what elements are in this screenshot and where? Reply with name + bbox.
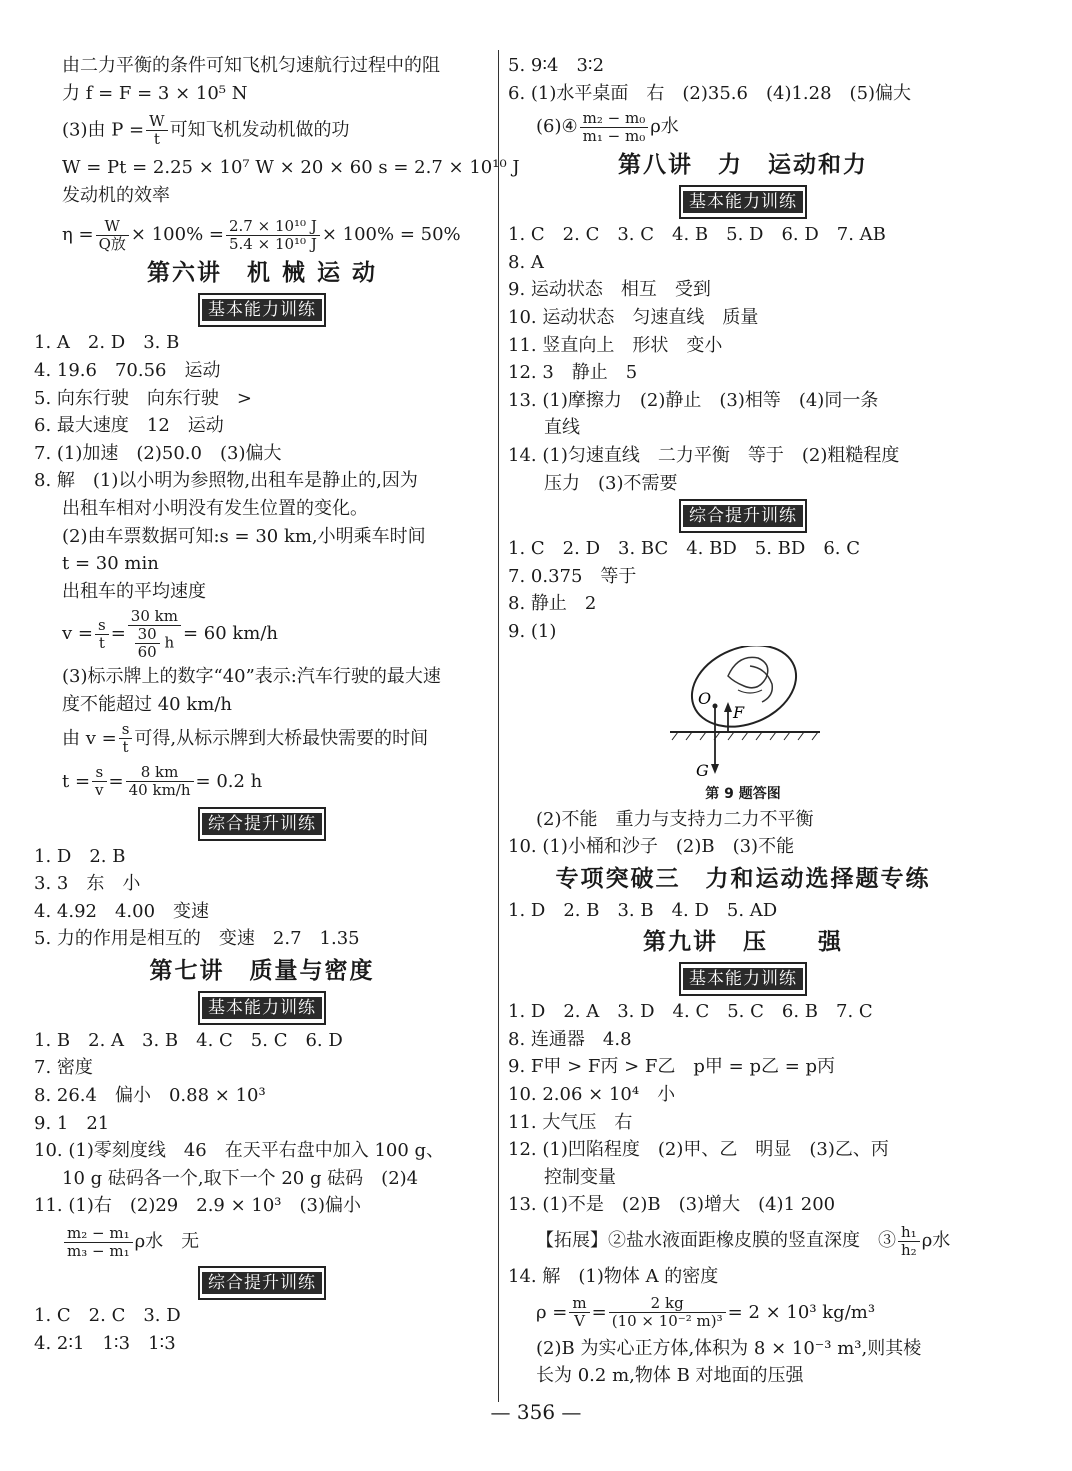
answer-line: 1. D 2. B 3. B 4. D 5. AD [508,899,778,921]
answer-line: 4. 19.6 70.56 运动 [34,359,221,381]
answer-line: 出租车的平均速度 [62,580,206,602]
answer-line: 7. 密度 [34,1057,93,1079]
formula-line: (6)④ $\frac{\text{m₂ − m₀}}{\text{m₁ − m₀}}$ ρ水 [536,108,679,145]
section-badge: 综合提升训练 [679,499,807,533]
page-number: — 356 — [490,1400,582,1424]
answer-line: 7. (1)加速 (2)50.0 (3)偏大 [34,442,282,464]
answer-line: 9. (1) [508,620,557,642]
answer-line: 1. A 2. D 3. B [34,332,180,354]
answer-line: 11. 大气压 右 [508,1111,633,1133]
support-force-arrowhead [724,702,732,712]
answer-line: (2)不能 重力与支持力二力不平衡 [536,808,814,830]
answer-line: 10. 运动状态 匀速直线 质量 [508,306,759,328]
section-heading: 第六讲 机 械 运 动 [146,260,378,287]
answer-line: t = 30 min [62,553,159,575]
answer-line: 8. 静止 2 [508,593,597,615]
answer-line: 10 g 砝码各一个,取下一个 20 g 砝码 (2)4 [62,1167,419,1189]
answer-line: 7. 0.375 等于 [508,565,637,587]
answer-line: 14. 解 (1)物体 A 的密度 [508,1266,719,1288]
answer-line: 4. 2∶1 1∶3 1∶3 [34,1332,176,1354]
answer-line: 5. 9∶4 3∶2 [508,55,605,76]
section-badge: 基本能力训练 [679,185,807,219]
egg-interior-sketch [738,690,762,693]
section-heading: 第七讲 质量与密度 [149,957,375,984]
figure-caption: 第 9 题答图 [705,785,781,802]
answer-line: 1. B 2. A 3. B 4. C 5. C 6. D [34,1029,343,1051]
answer-line: 1. C 2. D 3. BC 4. BD 5. BD 6. C [508,538,861,560]
answer-line: 5. 力的作用是相互的 变速 2.7 1.35 [34,928,360,950]
answer-line: 11. (1)右 (2)29 2.9 × 10³ (3)偏小 [34,1195,362,1217]
formula-line: (3)由 P = $\frac{W}{t}$ 可知飞机发动机做的功 [62,112,350,149]
section-heading: 专项突破三 力和运动选择题专练 [555,865,931,892]
label-o: O [698,688,712,708]
gravity-arrowhead [711,764,719,774]
text-line: 发动机的效率 [62,184,170,206]
section-heading: 第八讲 力 运动和力 [618,152,868,179]
right-column [508,52,978,1390]
answer-line: (3)标示牌上的数字“40”表示:汽车行驶的最大速 [62,666,441,688]
label-g: G [696,760,709,778]
answer-line: 8. 26.4 偏小 0.88 × 10³ [34,1085,266,1107]
text-line: 由二力平衡的条件可知飞机匀速航行过程中的阻 [62,55,440,76]
answer-line: 3. 3 东 小 [34,873,141,895]
formula-line: 由 v = $\frac{s}{t}$ 可得,从标示牌到大桥最快需要的时间 [62,720,429,756]
answer-line: 6. (1)水平桌面 右 (2)35.6 (4)1.28 (5)偏大 [508,82,912,104]
answer-line: 5. 向东行驶 向东行驶 > [34,387,252,409]
label-f: F [733,702,745,722]
formula-line: $\frac{\text{m₂ − m₁}}{\text{m₃ − m₁}}$ ρ水 无 [34,1220,490,1264]
figure-9-answer [508,646,978,782]
answer-line: 6. 最大速度 12 运动 [34,415,224,437]
answer-line: 长为 0.2 m,物体 B 对地面的压强 [536,1365,804,1387]
answer-line: (2)由车票数据可知:s = 30 km,小明乘车时间 [62,525,426,547]
answer-line: 9. 1 21 [34,1112,110,1134]
egg-on-surface-diagram [658,646,828,778]
answer-line: 1. C 2. C 3. C 4. B 5. D 6. D 7. AB [508,224,886,246]
answer-line: 4. 4.92 4.00 变速 [34,900,210,922]
section-badge: 基本能力训练 [679,962,807,996]
answer-line: 直线 [544,417,580,439]
answer-line: 出租车相对小明没有发生位置的变化。 [62,497,368,519]
answer-line: 1. C 2. C 3. D [34,1305,181,1327]
egg-interior-sketch [728,657,768,687]
ground-hatching [672,732,818,740]
answer-line: 8. 连通器 4.8 [508,1028,632,1050]
answer-line: 8. A [508,251,544,273]
answer-line: 9. 运动状态 相互 受到 [508,279,711,301]
answer-line: 12. (1)凹陷程度 (2)甲、乙 明显 (3)乙、丙 [508,1139,889,1161]
formula-line: 【拓展】②盐水液面距橡皮膜的竖直深度 ③ $\frac{\text{h₁}}{\text{h₂}}$ ρ水 [536,1222,951,1259]
answer-line: 9. F甲 > F丙 > F乙 p甲 = p乙 = p丙 [508,1056,836,1078]
answer-line: 度不能超过 40 km/h [62,693,232,715]
answer-line: 12. 3 静止 5 [508,362,638,384]
section-heading: 第九讲 压 强 [643,929,843,956]
left-column [34,52,520,1357]
formula-line: v = $\frac{s}{t}$ = 30 km $\frac{30}{60}$ h = 60 km/h [62,606,279,661]
answer-line: 压力 (3)不需要 [544,472,678,494]
formula-line: ρ = $\frac{m}{V}$ = $\frac{2 kg}{\text{(10 × 10⁻² m)³}}$ = 2 × 10³ kg/m³ [536,1294,876,1331]
fraction: $\frac{W}{t}$ [146,113,167,148]
formula-line: η = $\frac{W}{\text{Q放}}$ × 100% = $\frac{\text{2.7 × 10¹⁰ J}}{\text{5.4 × 10¹⁰ J}}$ × 100% = 50% [62,216,461,253]
answer-line: 10. 2.06 × 10⁴ 小 [508,1084,676,1106]
answer-line: 13. (1)摩擦力 (2)静止 (3)相等 (4)同一条 [508,389,879,411]
section-badge: 综合提升训练 [198,1266,326,1300]
text-line: 力 f = F = 3 × 10⁵ N [62,82,248,104]
answer-line: 1. D 2. A 3. D 4. C 5. C 6. B 7. C [508,1001,873,1023]
answer-line: 10. (1)零刻度线 46 在天平右盘中加入 100 g、 [34,1140,445,1162]
answer-line: 10. (1)小桶和沙子 (2)B (3)不能 [508,836,795,858]
answer-line: 14. (1)匀速直线 二力平衡 等于 (2)粗糙程度 [508,444,900,466]
column-divider [498,50,499,1402]
text-line: W = Pt = 2.25 × 10⁷ W × 20 × 60 s = 2.7 × 10¹⁰ J [62,157,520,179]
answer-line: (2)B 为实心正方体,体积为 8 × 10⁻³ m³,则其棱 [536,1337,922,1359]
answer-line: 8. 解 (1)以小明为参照物,出租车是静止的,因为 [34,470,418,492]
answer-line: 1. D 2. B [34,845,126,867]
answer-line: 13. (1)不是 (2)B (3)增大 (4)1 200 [508,1194,836,1216]
answer-line: 11. 竖直向上 形状 变小 [508,334,723,356]
section-badge: 基本能力训练 [198,991,326,1025]
section-badge: 综合提升训练 [198,807,326,841]
formula-line: t = $\frac{s}{v}$ = $\frac{8 km}{40 km/h}$ = 0.2 h [62,763,263,799]
answer-line: 控制变量 [544,1166,616,1188]
section-badge: 基本能力训练 [198,293,326,327]
